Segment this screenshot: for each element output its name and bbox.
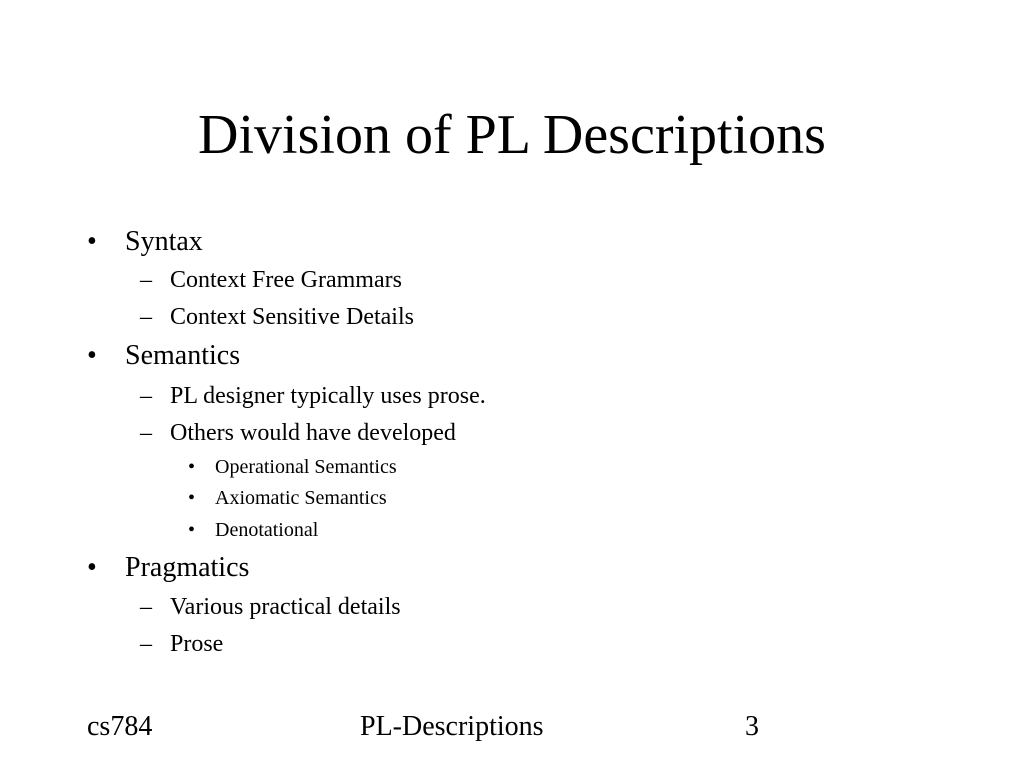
bullet-marker: • (188, 519, 196, 541)
subbullet-text: Context Free Grammars (170, 267, 402, 293)
bullet-marker: • (188, 456, 196, 478)
subsubbullet-text: Denotational (215, 519, 319, 541)
bullet-text: Semantics (125, 340, 241, 371)
dash-marker: – (140, 267, 152, 293)
footer-page-number: 3 (745, 711, 759, 742)
footer-course-code: cs784 (87, 711, 153, 742)
footer-topic: PL-Descriptions (360, 711, 544, 742)
bullet-marker: • (87, 340, 97, 371)
dash-marker: – (140, 304, 152, 330)
dash-marker: – (140, 631, 152, 657)
bullet-marker: • (188, 487, 196, 509)
subbullet-text: Context Sensitive Details (170, 304, 414, 330)
subbullet-text: Prose (170, 631, 224, 657)
subbullet-text: PL designer typically uses prose. (170, 383, 486, 409)
dash-marker: – (140, 594, 152, 620)
subsubbullet-text: Axiomatic Semantics (215, 487, 387, 509)
subsubbullet-text: Operational Semantics (215, 456, 397, 478)
dash-marker: – (140, 420, 152, 446)
bullet-marker: • (87, 552, 97, 583)
dash-marker: – (140, 383, 152, 409)
bullet-marker: • (87, 226, 97, 257)
subbullet-text: Various practical details (170, 594, 401, 620)
bullet-text: Pragmatics (125, 552, 250, 583)
subbullet-text: Others would have developed (170, 420, 456, 446)
bullet-text: Syntax (125, 226, 203, 257)
slide-title: Division of PL Descriptions (198, 104, 826, 166)
